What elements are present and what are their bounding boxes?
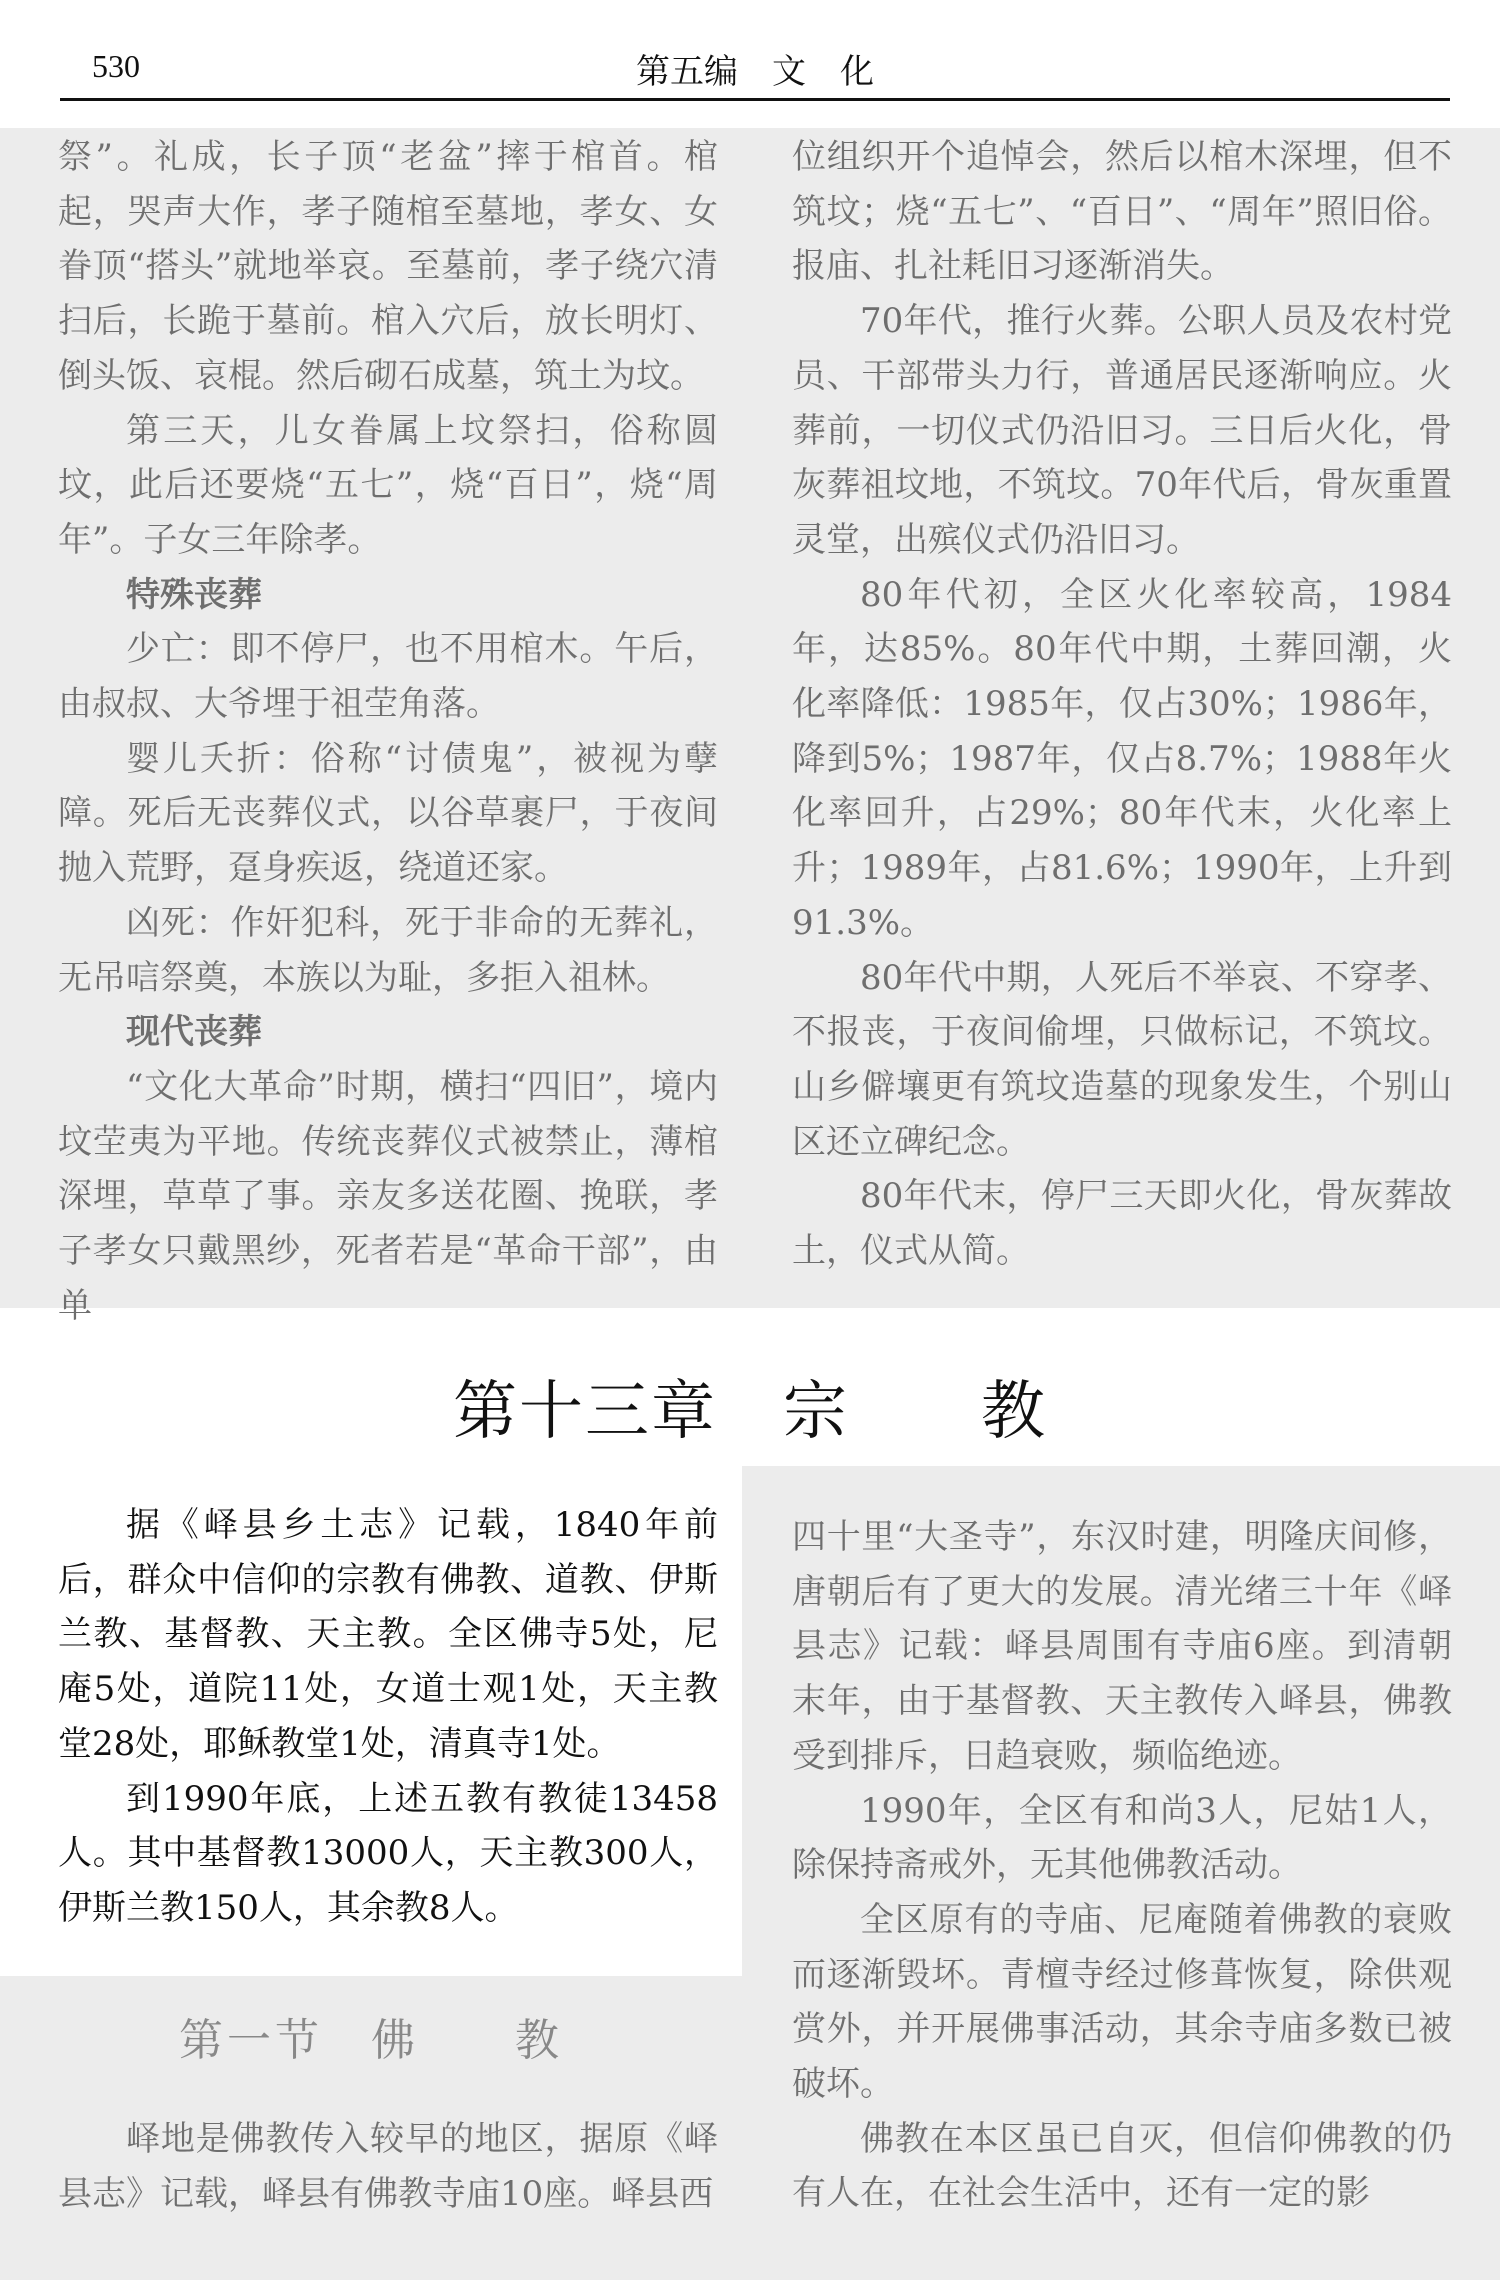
chapter-title: 第十三章 宗 教	[453, 1375, 1047, 1449]
paragraph: 四十里“大圣寺”，东汉时建，明隆庆间修，唐朝后有了更大的发展。清光绪三十年《峄县志》记载：峄县周围有寺庙6座。到清朝末年，由于基督教、天主教传入峄县，佛教受到排斥，日趋衰败，频临绝迹。	[792, 1517, 1452, 1776]
paragraph: 80年代初，全区火化率较高，1984年，达85%。80年代中期，土葬回潮，火化率降低：1985年，仅占30%；1986年，降到5%；1987年，仅占8.7%；1988年火化率回升，占29%；80年代末，火化率上升；1989年，占81.6%；1990年，上升到91.3%。	[792, 574, 1452, 943]
paragraph: 峄地是佛教传入较早的地区，据原《峄县志》记载，峄县有佛教寺庙10座。峄县西	[58, 2119, 718, 2214]
paragraph: 1990年，全区有和尚3人，尼姑1人，除保持斋戒外，无其他佛教活动。	[792, 1790, 1452, 1886]
paragraph: “文化大革命”时期，横扫“四旧”，境内坟茔夷为平地。传统丧葬仪式被禁止，薄棺深埋，草草了事。亲友多送花圈、挽联，孝子孝女只戴黑纱，死者若是“革命干部”，由单	[58, 1066, 718, 1326]
top-left-column	[58, 130, 718, 1333]
paragraph: 据《峄县乡土志》记载，1840年前后，群众中信仰的宗教有佛教、道教、伊斯兰教、基督教、天主教。全区佛寺5处，尼庵5处，道院11处，女道士观1处，天主教堂28处，耶稣教堂1处，清真寺1处。	[58, 1505, 718, 1764]
paragraph: 70年代，推行火葬。公职人员及农村党员、干部带头力行，普通居民逐渐响应。火葬前，一切仪式仍沿旧习。三日后火化，骨灰葬祖坟地，不筑坟。70年代后，骨灰重置灵堂，出殡仪式仍沿旧习。	[792, 301, 1452, 560]
paragraph: 婴儿夭折：俗称“讨债鬼”，被视为孽障。死后无丧葬仪式，以谷草裹尸，于夜间抛入荒野，趸身疾返，绕道还家。	[58, 738, 718, 889]
paragraph: 佛教在本区虽已自灭，但信仰佛教的仍有人在，在社会生活中，还有一定的影	[792, 2118, 1452, 2214]
paragraph: 位组织开个追悼会，然后以棺木深埋，但不筑坟；烧“五七”、“百日”、“周年”照旧俗。报庙、扎社耗旧习逐渐消失。	[792, 137, 1452, 287]
running-title: 第五编 文 化	[636, 52, 874, 92]
bottom-left-column-continued	[58, 2112, 718, 2221]
paragraph: 祭”。礼成，长子顶“老盆”摔于棺首。棺起，哭声大作，孝子随棺至墓地，孝女、女眷顶“搭头”就地举哀。至墓前，孝子绕穴清扫后，长跪于墓前。棺入穴后，放长明灯、倒头饭、哀棍。然后砌石成墓，筑土为坟。	[58, 137, 718, 396]
page-header	[60, 36, 1450, 100]
paragraph: 到1990年底，上述五教有教徒13458人。其中基督教13000人，天主教300人，伊斯兰教150人，其余教8人。	[58, 1778, 718, 1928]
top-right-column	[792, 130, 1452, 1279]
subheading: 特殊丧葬	[126, 574, 262, 615]
subheading: 现代丧葬	[126, 1012, 262, 1053]
bottom-right-column	[792, 1510, 1452, 2221]
paragraph: 少亡：即不停尸，也不用棺木。午后，由叔叔、大爷埋于祖茔角落。	[58, 629, 718, 725]
paragraph: 全区原有的寺庙、尼庵随着佛教的衰败而逐渐毁坏。青檀寺经过修葺恢复，除供观赏外，并开展佛事活动，其余寺庙多数已被破坏。	[792, 1899, 1452, 2105]
paragraph: 凶死：作奸犯科，死于非命的无葬礼，无吊唁祭奠，本族以为耻，多拒入祖林。	[58, 902, 718, 998]
header-rule	[60, 98, 1450, 101]
paragraph: 80年代中期，人死后不举哀、不穿孝、不报丧，于夜间偷埋，只做标记，不筑坟。山乡僻壤更有筑坟造墓的现象发生，个别山区还立碑纪念。	[792, 957, 1452, 1162]
page-number: 530	[92, 48, 140, 84]
paragraph: 80年代末，停尸三天即火化，骨灰葬故土，仪式从简。	[792, 1176, 1452, 1272]
bottom-left-column	[58, 1498, 718, 1936]
section-title: 第一节 佛 教	[179, 2015, 563, 2066]
paragraph: 第三天，儿女眷属上坟祭扫，俗称圆坟，此后还要烧“五七”，烧“百日”，烧“周年”。子女三年除孝。	[58, 410, 718, 560]
